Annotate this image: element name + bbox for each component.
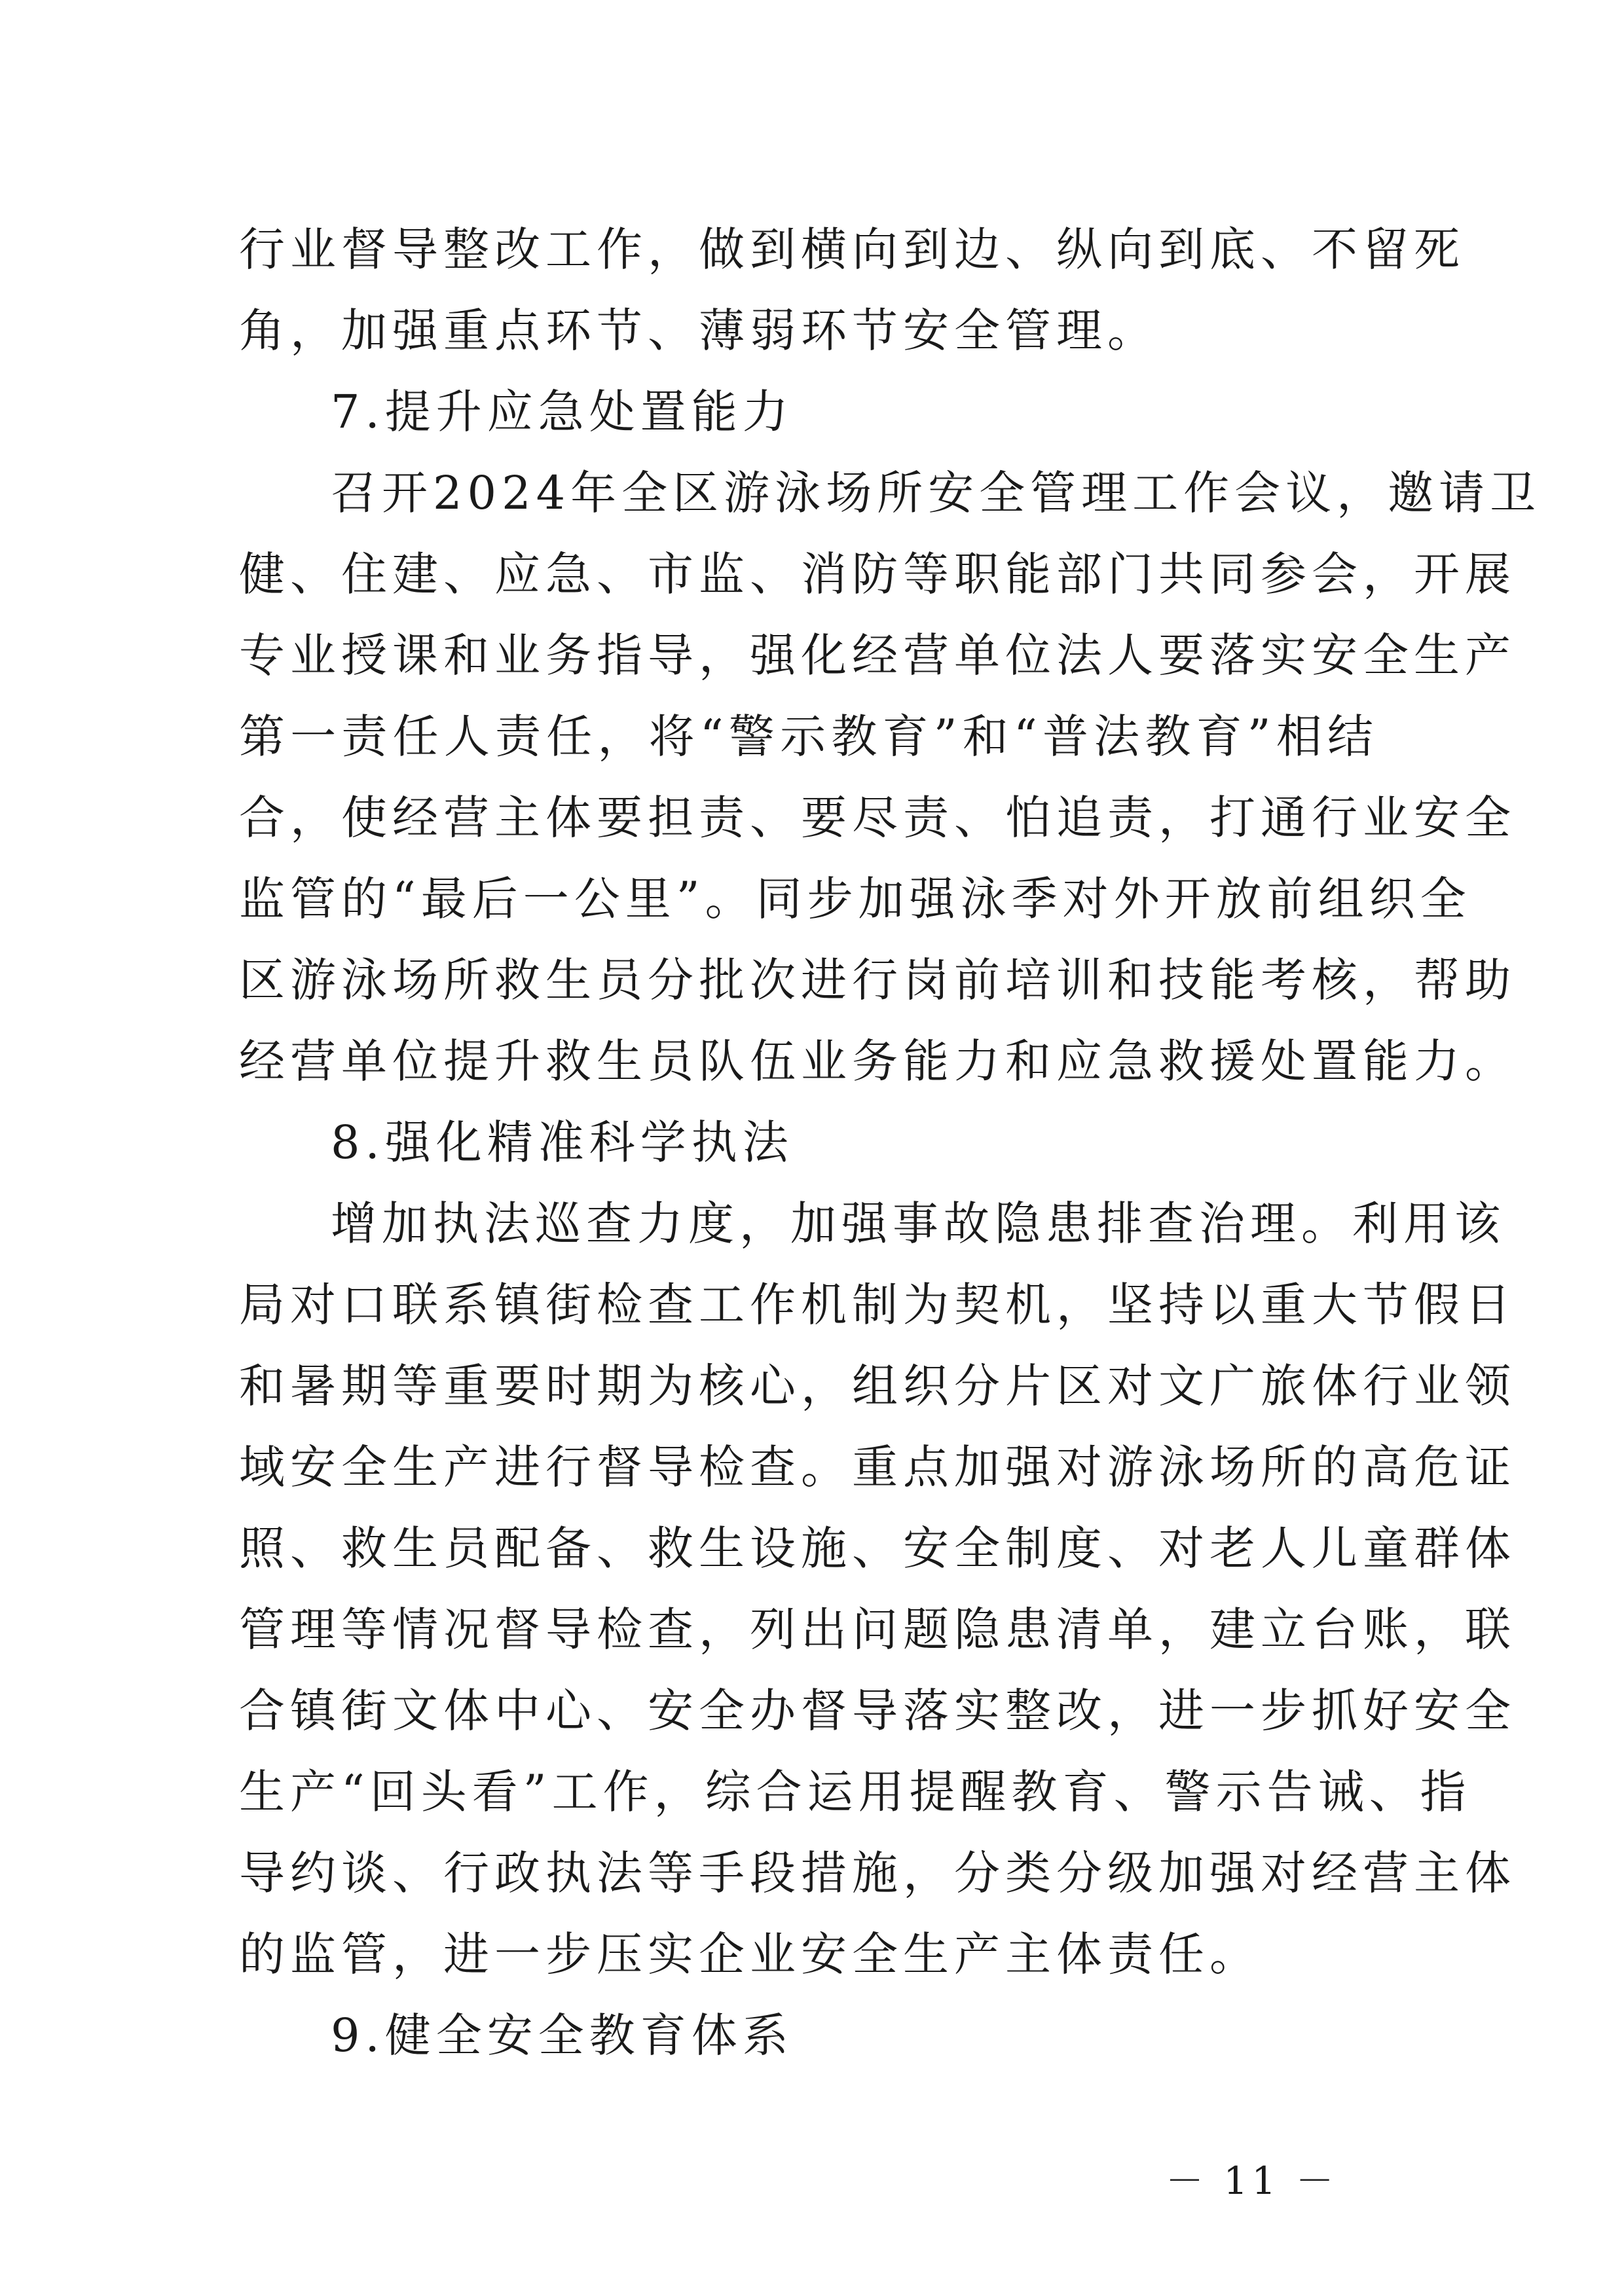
body-text-line: 生产“回头看”工作，综合运用提醒教育、警示告诫、指 bbox=[239, 1765, 1471, 1819]
body-text-line: 域安全生产进行督导检查。重点加强对游泳场所的高危证 bbox=[239, 1440, 1516, 1494]
body-text-line: 召开2024年全区游泳场所安全管理工作会议，邀请卫 bbox=[331, 466, 1541, 520]
section-heading-7: 7.提升应急处置能力 bbox=[331, 385, 794, 439]
page-number: － 11 － bbox=[1166, 2159, 1338, 2203]
body-text-line: 经营单位提升救生员队伍业务能力和应急救援处置能力。 bbox=[239, 1034, 1516, 1088]
body-text-line: 区游泳场所救生员分批次进行岗前培训和技能考核，帮助 bbox=[239, 953, 1516, 1007]
body-text-line: 专业授课和业务指导，强化经营单位法人要落实安全生产 bbox=[239, 629, 1516, 682]
section-heading-9: 9.健全安全教育体系 bbox=[331, 2009, 794, 2062]
section-heading-8: 8.强化精准科学执法 bbox=[331, 1116, 794, 1169]
body-text-line: 的监管，进一步压实企业安全生产主体责任。 bbox=[239, 1927, 1261, 1981]
body-text-line: 和暑期等重要时期为核心，组织分片区对文广旅体行业领 bbox=[239, 1359, 1516, 1413]
body-text-line: 增加执法巡查力度，加强事故隐患排查治理。利用该 bbox=[331, 1197, 1505, 1250]
body-text-line: 行业督导整改工作，做到横向到边、纵向到底、不留死 bbox=[239, 223, 1465, 276]
body-text-line: 第一责任人责任，将“警示教育”和“普法教育”相结 bbox=[239, 710, 1378, 763]
body-text-line: 监管的“最后一公里”。同步加强泳季对外开放前组织全 bbox=[239, 872, 1471, 926]
body-text-line: 健、住建、应急、市监、消防等职能部门共同参会，开展 bbox=[239, 547, 1516, 601]
body-text-line: 合，使经营主体要担责、要尽责、怕追责，打通行业安全 bbox=[239, 791, 1516, 845]
body-text-line: 管理等情况督导检查，列出问题隐患清单，建立台账，联 bbox=[239, 1603, 1516, 1656]
body-text-line: 导约谈、行政执法等手段措施，分类分级加强对经营主体 bbox=[239, 1846, 1516, 1900]
body-text-line: 合镇街文体中心、安全办督导落实整改，进一步抓好安全 bbox=[239, 1684, 1516, 1738]
body-text-line: 照、救生员配备、救生设施、安全制度、对老人儿童群体 bbox=[239, 1522, 1516, 1575]
body-text-line: 角，加强重点环节、薄弱环节安全管理。 bbox=[239, 304, 1158, 357]
body-text-line: 局对口联系镇街检查工作机制为契机，坚持以重大节假日 bbox=[239, 1278, 1516, 1332]
